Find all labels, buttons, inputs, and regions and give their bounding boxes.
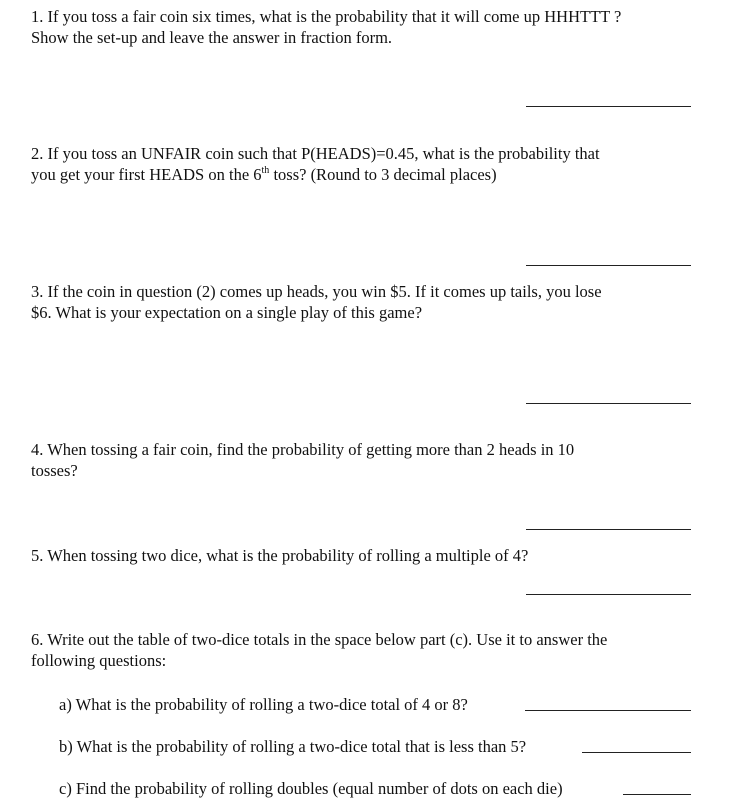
question-4-line-2: tosses? [31,461,78,480]
question-3-line-1: 3. If the coin in question (2) comes up heads, you win $5. If it comes up tails, you lose [31,282,602,301]
question-6-line-2: following questions: [31,651,167,670]
question-2 [31,143,701,185]
question-5-line-1: 5. When tossing two dice, what is the probability of rolling a multiple of 4? [31,546,529,565]
answer-line-2[interactable] [526,265,691,266]
answer-line-5[interactable] [526,594,691,595]
question-2-line-1: 2. If you toss an UNFAIR coin such that P(HEADS)=0.45, what is the probability that [31,144,600,163]
answer-line-6c[interactable] [623,794,691,795]
question-1 [31,6,701,48]
question-6 [31,629,701,671]
question-1-line-2: Show the set-up and leave the answer in fraction form. [31,28,393,47]
question-2-line-2-b: toss? (Round to 3 decimal places) [269,165,497,184]
question-2-line-2 [31,164,701,185]
question-6-line-1: 6. Write out the table of two-dice totals in the space below part (c). Use it to answer the [31,630,608,649]
question-6-part-c: c) Find the probability of rolling doubles (equal number of dots on each die) [59,779,563,798]
ordinal-suffix: th [261,164,270,176]
question-3-line-2: $6. What is your expectation on a single play of this game? [31,303,423,322]
answer-line-3[interactable] [526,403,691,404]
question-4-line-1: 4. When tossing a fair coin, find the probability of getting more than 2 heads in 10 [31,440,575,459]
question-6-part-b: b) What is the probability of rolling a two-dice total that is less than 5? [59,737,527,756]
question-4 [31,439,701,481]
question-1-line-1: 1. If you toss a fair coin six times, what is the probability that it will come up HHHTTT ? [31,7,622,26]
answer-line-1[interactable] [526,106,691,107]
question-2-line-2-a: you get your first HEADS on the 6 [31,165,262,184]
answer-line-6b[interactable] [582,752,691,753]
question-5 [31,545,701,566]
question-3 [31,281,701,323]
answer-line-6a[interactable] [525,710,691,711]
question-6-part-a: a) What is the probability of rolling a two-dice total of 4 or 8? [59,695,468,714]
answer-line-4[interactable] [526,529,691,530]
